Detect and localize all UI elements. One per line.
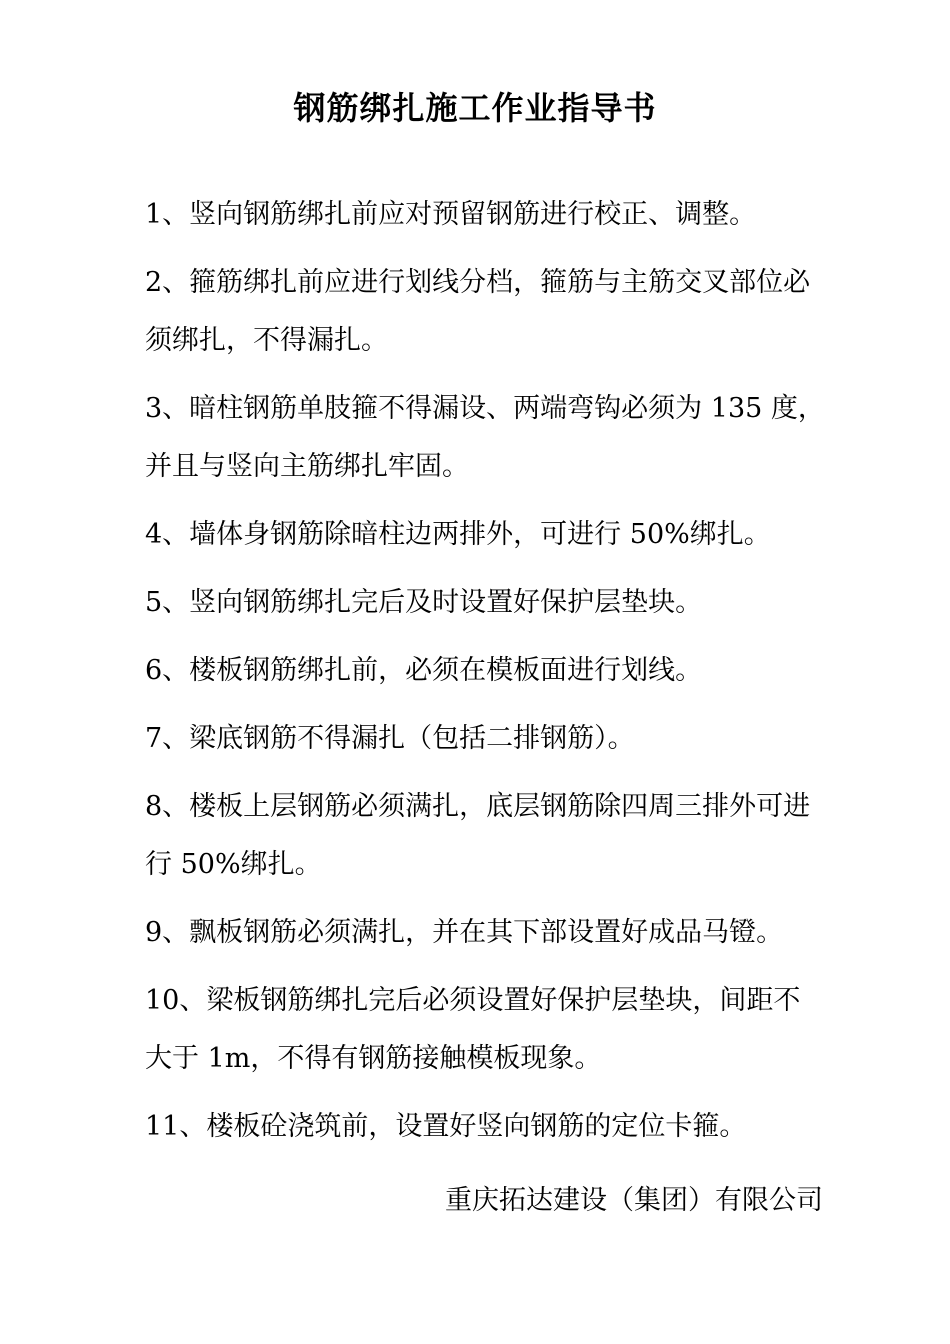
instruction-item-11: 11、楼板砼浇筑前，设置好竖向钢筋的定位卡箍。 xyxy=(145,1111,747,1142)
instruction-item-10: 10、梁板钢筋绑扎完后必须设置好保护层垫块，间距不大于 1m，不得有钢筋接触模板现象。 xyxy=(145,985,801,1074)
instruction-list xyxy=(145,186,825,1166)
instruction-item-4: 4、墙体身钢筋除暗柱边两排外，可进行 50%绑扎。 xyxy=(145,519,771,550)
instruction-item-7: 7、梁底钢筋不得漏扎（包括二排钢筋）。 xyxy=(145,723,635,754)
instruction-item-1: 1、竖向钢筋绑扎前应对预留钢筋进行校正、调整。 xyxy=(145,199,757,230)
instruction-item-9: 9、飘板钢筋必须满扎，并在其下部设置好成品马镫。 xyxy=(145,917,784,948)
instruction-item-5: 5、竖向钢筋绑扎完后及时设置好保护层垫块。 xyxy=(145,587,703,618)
instruction-item-2: 2、箍筋绑扎前应进行划线分档，箍筋与主筋交叉部位必须绑扎，不得漏扎。 xyxy=(145,267,811,356)
instruction-item-3: 3、暗柱钢筋单肢箍不得漏设、两端弯钩必须为 135 度，并且与竖向主筋绑扎牢固。 xyxy=(145,393,825,482)
document-title: 钢筋绑扎施工作业指导书 xyxy=(293,89,657,127)
instruction-item-6: 6、楼板钢筋绑扎前，必须在模板面进行划线。 xyxy=(145,655,703,686)
instruction-item-8: 8、楼板上层钢筋必须满扎，底层钢筋除四周三排外可进行 50%绑扎。 xyxy=(145,791,811,880)
company-signature: 重庆拓达建设（集团）有限公司 xyxy=(445,1185,823,1216)
